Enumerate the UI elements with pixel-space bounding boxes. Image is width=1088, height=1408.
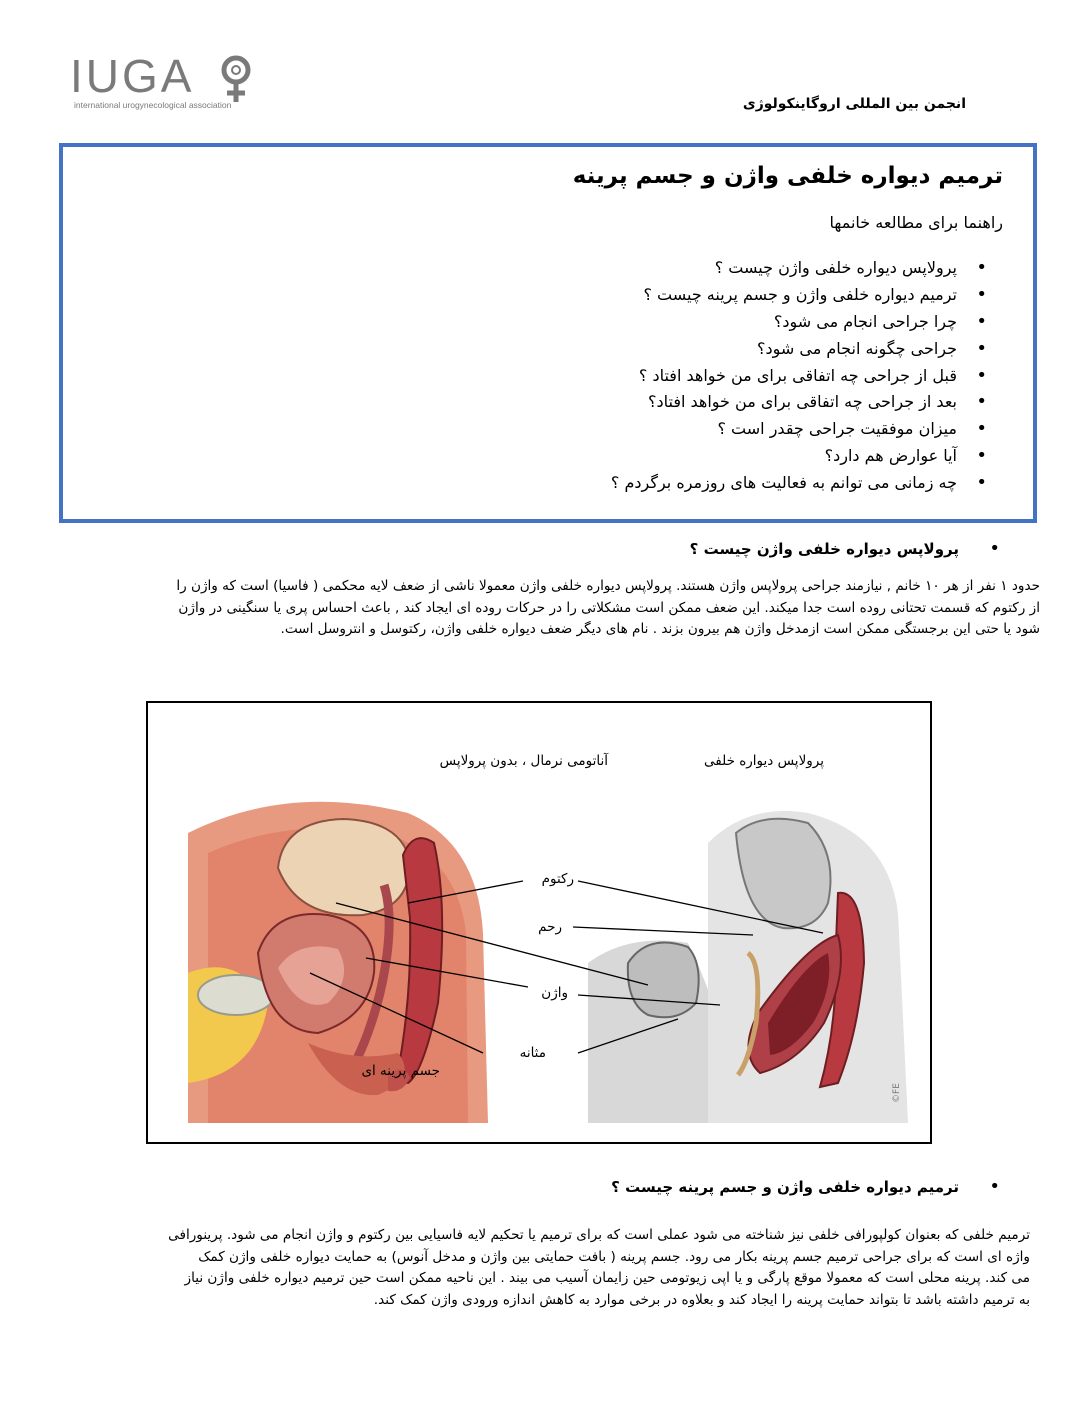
paragraph-line: می کند. پرینه محلی است که معمولا موقع پارگی و یا اپی زیوتومی حین زایمان آسیب می بیند . این ناحیه ممکن است حین ترمیم دیواره خلفی واژن نیاز [184, 1270, 1030, 1286]
logo-subtitle: international urogynecological association [74, 100, 232, 110]
prolapse-caption: پرولاپس دیواره خلفی [704, 753, 824, 769]
iuga-logo [70, 52, 260, 114]
label-bladder: مثانه [519, 1045, 546, 1061]
normal-anatomy-drawing [188, 802, 488, 1123]
paragraph-line: به ترمیم داشته باشد تا بتواند حمایت پرینه را ایجاد کند و بعلاوه در برخی موارد به کاهش اندازه ورودی واژن کمک کند. [373, 1291, 1030, 1308]
contents-item: • چه زمانی می توانم به فعالیت های روزمره برگردم ؟ [611, 470, 957, 497]
prolapse-anatomy-drawing [588, 811, 908, 1123]
paragraph-line: ترمیم خلفی که بعنوان کولپورافی خلفی نیز شناخته می شود عملی است که برای ترمیم یا تحکیم لایه فاسیایی بین رکتوم و واژن انجام می شود. پرینورافی [168, 1227, 1030, 1243]
document-title: ترمیم دیواره خلفی واژن و جسم پرینه [572, 163, 1003, 189]
contents-item: • قبل از جراحی چه اتفاقی برای من خواهد افتاد ؟ [611, 363, 957, 390]
label-rectum: رکتوم [541, 871, 574, 887]
guide-intro: راهنما برای مطالعه خانمها [829, 213, 1003, 232]
organization-name: انجمن بین المللی اروگاینکولوژی [742, 96, 966, 112]
female-symbol-icon [220, 54, 252, 106]
anatomy-figure [146, 701, 932, 1144]
contents-item: • جراحی چگونه انجام می شود؟ [611, 336, 957, 363]
section1-heading: پرولاپس دیواره خلفی واژن چیست ؟ [689, 540, 959, 558]
paragraph-line: شود یا حتی این برجستگی ممکن است ازمدخل واژن هم بیرون بزند . نام های دیگر ضعف دیواره خلفی واژن، رکتوسل و انتروسل است. [280, 621, 1040, 637]
label-vagina: واژن [541, 985, 568, 1001]
contents-item: • آیا عوارض هم دارد؟ [611, 443, 957, 470]
section2-heading: ترمیم دیواره خلفی واژن و جسم پرینه چیست ؟ [611, 1178, 959, 1196]
contents-list [611, 255, 957, 497]
label-perineal-body: جسم پرینه ای [361, 1063, 440, 1079]
contents-box [59, 143, 1037, 523]
illustration-watermark: ©FE [891, 1083, 902, 1103]
section2-paragraph [66, 1225, 1030, 1311]
contents-item: • چرا جراحی انجام می شود؟ [611, 309, 957, 336]
normal-anatomy-caption: آناتومی نرمال ، بدون پرولاپس [439, 753, 608, 769]
paragraph-line: واژه ای است که برای جراحی ترمیم جسم پرینه بکار می رود. جسم پرینه ( بافت حمایتی بین واژن و مدخل آنوس) به حمایت دیواره خلفی واژن کمک [198, 1248, 1030, 1265]
paragraph-line: حدود ۱ نفر از هر ۱۰ خانم , نیازمند جراحی پرولاپس واژن هستند. پرولاپس دیواره خلفی واژن معمولا ناشی از ضعف لایه محکمی ( فاسیا) است که واژن را [176, 578, 1040, 594]
logo-text: IUGA [70, 50, 195, 102]
contents-item: • ترمیم دیواره خلفی واژن و جسم پرینه چیست ؟ [611, 282, 957, 309]
contents-item: • میزان موفقیت جراحی چقدر است ؟ [611, 416, 957, 443]
contents-item: • پرولاپس دیواره خلفی واژن چیست ؟ [611, 255, 957, 282]
bullet-icon: • [989, 538, 1000, 559]
label-uterus: رحم [538, 919, 562, 935]
contents-item: • بعد از جراحی چه اتفاقی برای من خواهد افتاد؟ [611, 389, 957, 416]
section1-paragraph [48, 576, 1040, 641]
bullet-icon: • [989, 1176, 1000, 1197]
paragraph-line: از رکتوم که قسمت تحتانی روده است جدا میکند. این ضعف ممکن است مشکلاتی را در حرکات روده ای ایجاد کند , باعث احساس پری یا سنگینی در واژن [178, 599, 1040, 616]
